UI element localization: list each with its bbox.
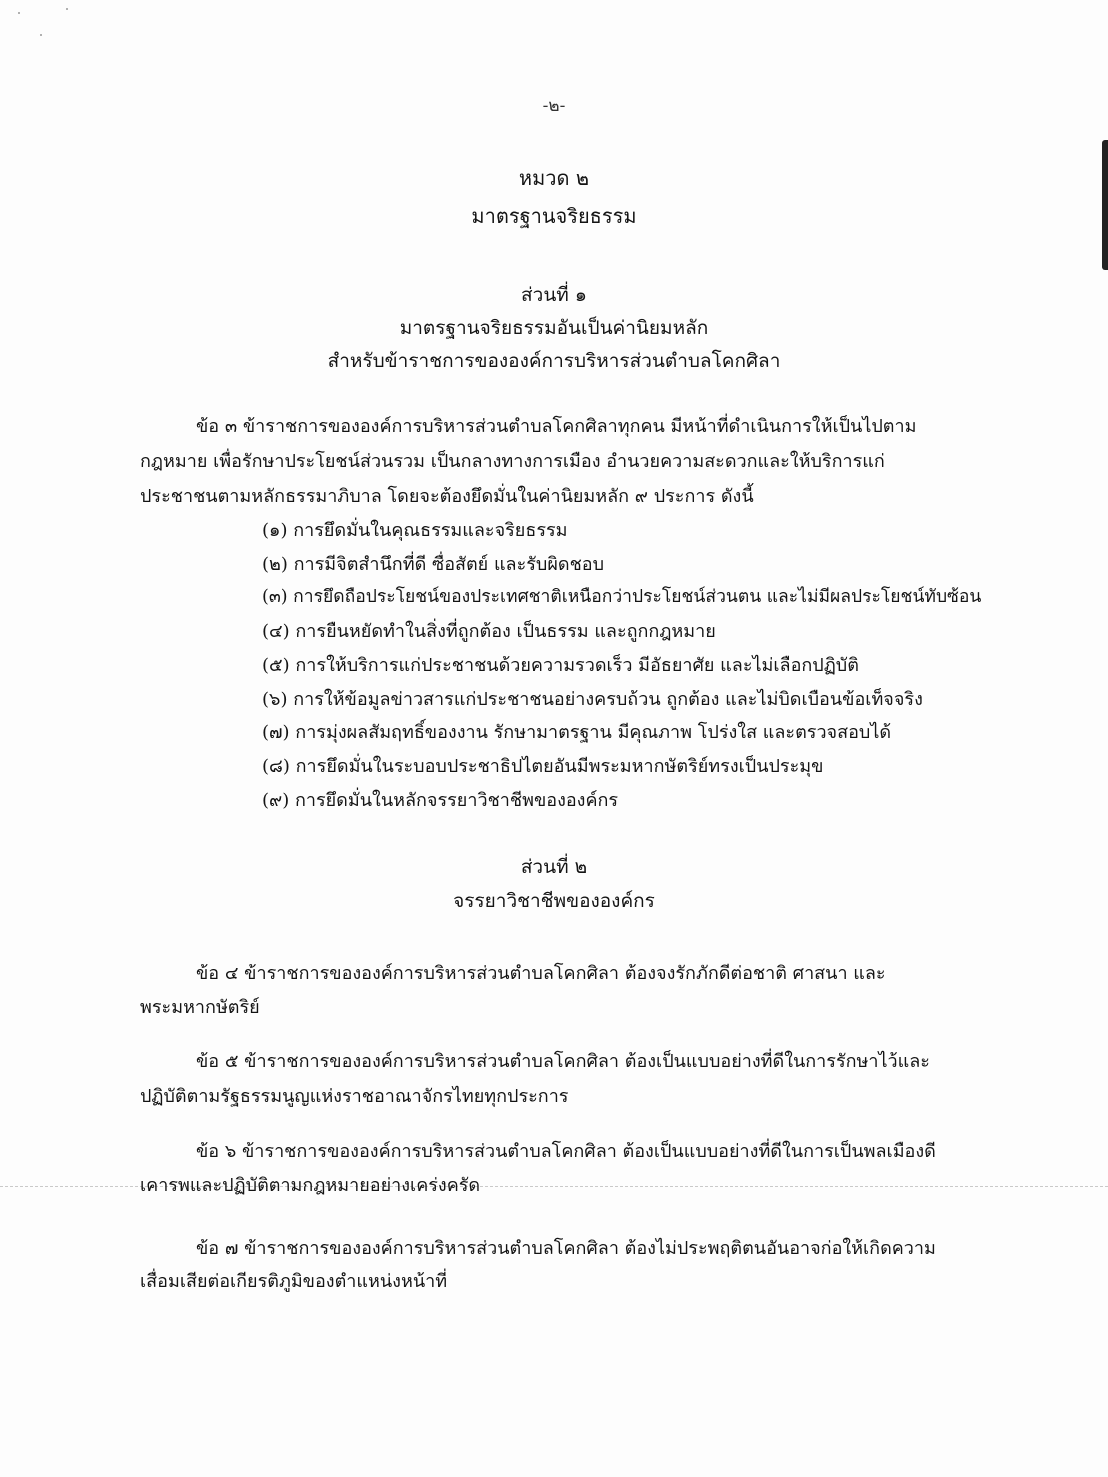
article5-line: ข้อ ๕ ข้าราชการขององค์การบริหารส่วนตำบลโคกศิลา ต้องเป็นแบบอย่างที่ดีในการรักษาไว้และ — [196, 1051, 930, 1072]
value-item: (๑) การยึดมั่นในคุณธรรมและจริยธรรม — [262, 520, 568, 541]
article6-line: ข้อ ๖ ข้าราชการขององค์การบริหารส่วนตำบลโคกศิลา ต้องเป็นแบบอย่างที่ดีในการเป็นพลเมืองดี — [196, 1141, 936, 1162]
article4-line: พระมหากษัตริย์ — [140, 997, 260, 1018]
value-item: (๓) การยึดถือประโยชน์ของประเทศชาติเหนือกว่าประโยชน์ส่วนตน และไม่มีผลประโยชน์ทับซ้อน — [262, 587, 982, 607]
part2-subtitle: จรรยาวิชาชีพขององค์กร — [453, 890, 655, 912]
article6-line: เคารพและปฏิบัติตามกฎหมายอย่างเคร่งครัด — [140, 1175, 481, 1196]
part1-title: ส่วนที่ ๑ — [521, 284, 587, 306]
article3-line: ประชาชนตามหลักธรรมาภิบาล โดยจะต้องยึดมั่นในค่านิยมหลัก ๙ ประการ ดังนี้ — [140, 486, 754, 507]
part2-title: ส่วนที่ ๒ — [520, 856, 588, 878]
value-item: (๘) การยึดมั่นในระบอบประชาธิปไตยอันมีพระมหากษัตริย์ทรงเป็นประมุข — [262, 756, 824, 777]
value-item: (๒) การมีจิตสำนึกที่ดี ซื่อสัตย์ และรับผิดชอบ — [262, 554, 605, 575]
page-number: -๒- — [542, 96, 566, 116]
value-item: (๙) การยึดมั่นในหลักจรรยาวิชาชีพขององค์กร — [262, 790, 619, 811]
article4-line: ข้อ ๔ ข้าราชการขององค์การบริหารส่วนตำบลโคกศิลา ต้องจงรักภักดีต่อชาติ ศาสนา และ — [196, 963, 886, 984]
scan-speck — [18, 12, 20, 14]
value-item: (๔) การยืนหยัดทำในสิ่งที่ถูกต้อง เป็นธรรม และถูกกฎหมาย — [262, 621, 716, 642]
article3-line: กฎหมาย เพื่อรักษาประโยชน์ส่วนรวม เป็นกลางทางการเมือง อำนวยความสะดวกและให้บริการแก่ — [140, 451, 885, 472]
part1-subtitle-line1: มาตรฐานจริยธรรมอันเป็นค่านิยมหลัก — [399, 317, 709, 339]
value-item: (๕) การให้บริการแก่ประชาชนด้วยความรวดเร็ว มีอัธยาศัย และไม่เลือกปฏิบัติ — [262, 655, 859, 676]
scan-speck — [40, 34, 42, 36]
article3-line: ข้อ ๓ ข้าราชการขององค์การบริหารส่วนตำบลโคกศิลาทุกคน มีหน้าที่ดำเนินการให้เป็นไปตาม — [196, 416, 917, 437]
article7-line: ข้อ ๗ ข้าราชการขององค์การบริหารส่วนตำบลโคกศิลา ต้องไม่ประพฤติตนอันอาจก่อให้เกิดความ — [196, 1238, 936, 1259]
value-item: (๗) การมุ่งผลสัมฤทธิ์ของงาน รักษามาตรฐาน มีคุณภาพ โปร่งใส และตรวจสอบได้ — [262, 722, 892, 743]
article5-line: ปฏิบัติตามรัฐธรรมนูญแห่งราชอาณาจักรไทยทุกประการ — [140, 1086, 569, 1107]
part1-subtitle-line2: สำหรับข้าราชการขององค์การบริหารส่วนตำบลโคกศิลา — [327, 350, 781, 372]
scan-speck — [66, 8, 68, 10]
chapter-subtitle: มาตรฐานจริยธรรม — [471, 204, 637, 228]
chapter-title: หมวด ๒ — [518, 166, 590, 190]
article7-line: เสื่อมเสียต่อเกียรติภูมิของตำแหน่งหน้าที่ — [140, 1271, 448, 1292]
value-item: (๖) การให้ข้อมูลข่าวสารแก่ประชาชนอย่างครบถ้วน ถูกต้อง และไม่บิดเบือนข้อเท็จจริง — [262, 689, 923, 710]
